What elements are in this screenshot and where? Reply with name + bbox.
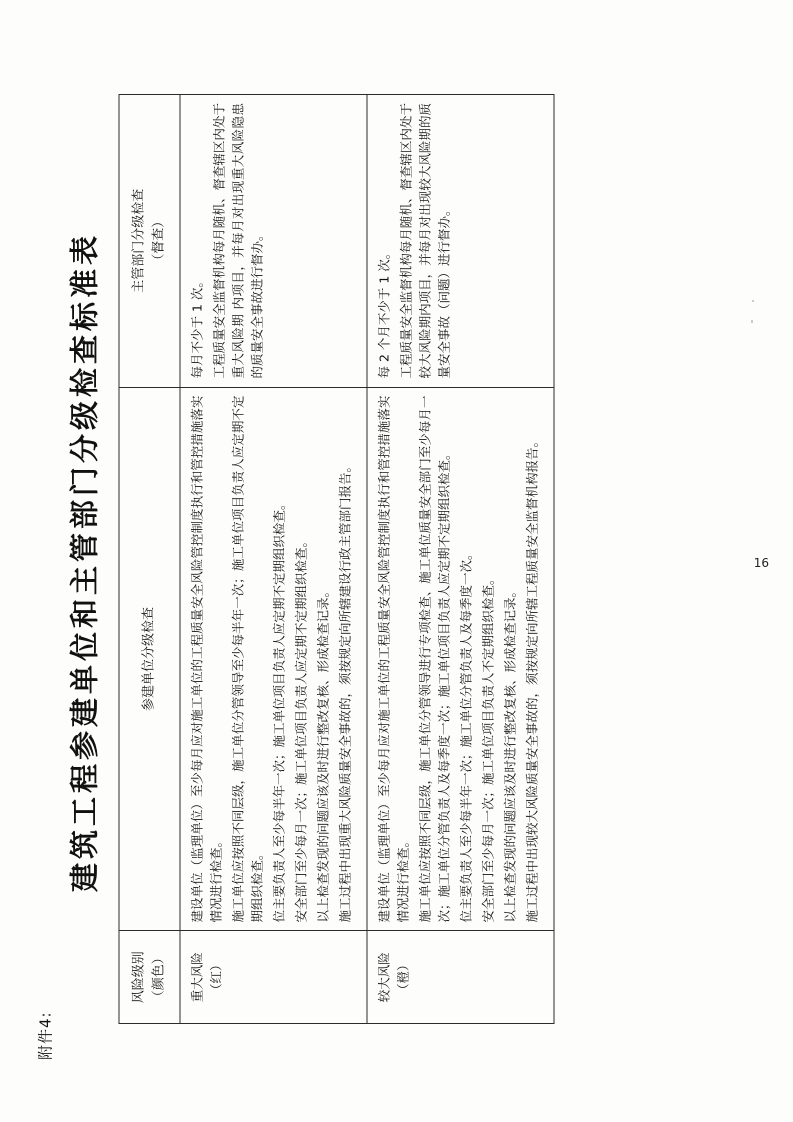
- list-item: 每 2 个月不少于 1 次。: [375, 246, 391, 379]
- table-row: [366, 95, 553, 1024]
- list-item: 位主要负责人至少每半年一次；施工单位分管负责人及每季度一次。: [457, 547, 473, 923]
- participant-item-list-major: [187, 396, 354, 923]
- column-header-supervisory-line1: 主管部门分级检查: [131, 188, 146, 293]
- cell-participant-inspection-large: [366, 387, 553, 931]
- cell-supervisory-inspection-large: [366, 95, 553, 388]
- supervisory-item-list-major: [187, 103, 266, 379]
- page-number: 16: [753, 556, 769, 570]
- risk-level-large-line2: （橙）: [394, 958, 410, 997]
- supervisory-item-list-large: [374, 103, 453, 379]
- cell-supervisory-inspection-major: [179, 95, 366, 388]
- list-item: 施工单位应按照不同层级，施工单位分管领导至少每半年一次；施工单位项目负责人应定期不定期组织检查。: [229, 395, 264, 923]
- table-header-row: [119, 95, 180, 1024]
- risk-level-major-line2: （红）: [207, 958, 223, 997]
- list-item: 施工过程中出现重大风险质量安全事故的，须按规定向所辖建设行政主管部门报告。: [336, 459, 352, 923]
- column-header-participant-inspection: 参建单位分级检查: [119, 387, 180, 931]
- column-header-risk-level-line2: （颜色）: [150, 951, 166, 1004]
- list-item: 以上检查发现的问题应该及时进行整改复核、形成检查记录。: [314, 584, 330, 923]
- participant-item-list-large: [374, 396, 541, 923]
- cell-risk-level-major: [179, 931, 366, 1024]
- cell-participant-inspection-major: [179, 387, 366, 931]
- list-item: 建设单位（监理单位）至少每月应对施工单位的工程质量安全风险管控制度执行和管控措施落实情况进行检查。: [375, 395, 410, 923]
- list-item: 安全部门至少每月一次；施工单位项目负责人应定期不定期组织检查。: [292, 534, 308, 923]
- table-row: [179, 95, 366, 1024]
- column-header-risk-level: [119, 931, 180, 1024]
- list-item: 位主要负责人至少每半年一次；施工单位项目负责人应定期不定期组织检查。: [270, 497, 286, 923]
- column-header-risk-level-line1: 风险级别: [131, 951, 146, 1004]
- list-item: 安全部门至少每月一次；施工单位项目负责人不定期组织检查。: [479, 572, 495, 923]
- scan-speck: [752, 300, 754, 302]
- column-header-supervisory-line2: （督查）: [150, 214, 166, 267]
- scan-speck: [751, 320, 753, 323]
- attachment-label: 附件4:: [36, 1011, 54, 1060]
- list-item: 以上检查发现的问题应该及时进行整改复核、形成检查记录。: [501, 584, 517, 923]
- list-item: 建设单位（监理单位）至少每月应对施工单位的工程质量安全风险管控制度执行和管控措施落实情况进行检查。: [188, 395, 223, 923]
- cell-risk-level-large: [366, 931, 553, 1024]
- column-header-supervisory-inspection: [119, 95, 180, 388]
- list-item: 工程质量安全监督机构每月随机、督查辖区内处于较大风险期内项目，并每月对出现较大风险期的质量安全事故（问题）进行督办。: [397, 103, 451, 379]
- list-item: 施工过程中出现较大风险质量安全事故的，须按规定向所辖工程质量安全监督机构报告。: [523, 434, 539, 923]
- page-title: 建筑工程参建单位和主管部门分级检查标准表: [67, 232, 101, 893]
- grading-inspection-table: [118, 94, 554, 1024]
- risk-level-major-line1: 重大风险: [188, 952, 204, 1003]
- list-item: 每月不少于 1 次。: [188, 275, 204, 379]
- risk-level-large-line1: 较大风险: [375, 952, 391, 1003]
- list-item: 施工单位应按照不同层级，施工单位分管领导进行专项检查、施工单位质量安全部门至少每月一次；施工单位分管负责人及每季度一次；施工单位项目负责人应定期不定期组织检查。: [416, 395, 451, 923]
- list-item: 工程质量安全监督机构每月随机、督查辖区内处于重大风险期 内项目，并每月对出现重大风险隐患的质量安全事故进行督办。: [210, 103, 264, 379]
